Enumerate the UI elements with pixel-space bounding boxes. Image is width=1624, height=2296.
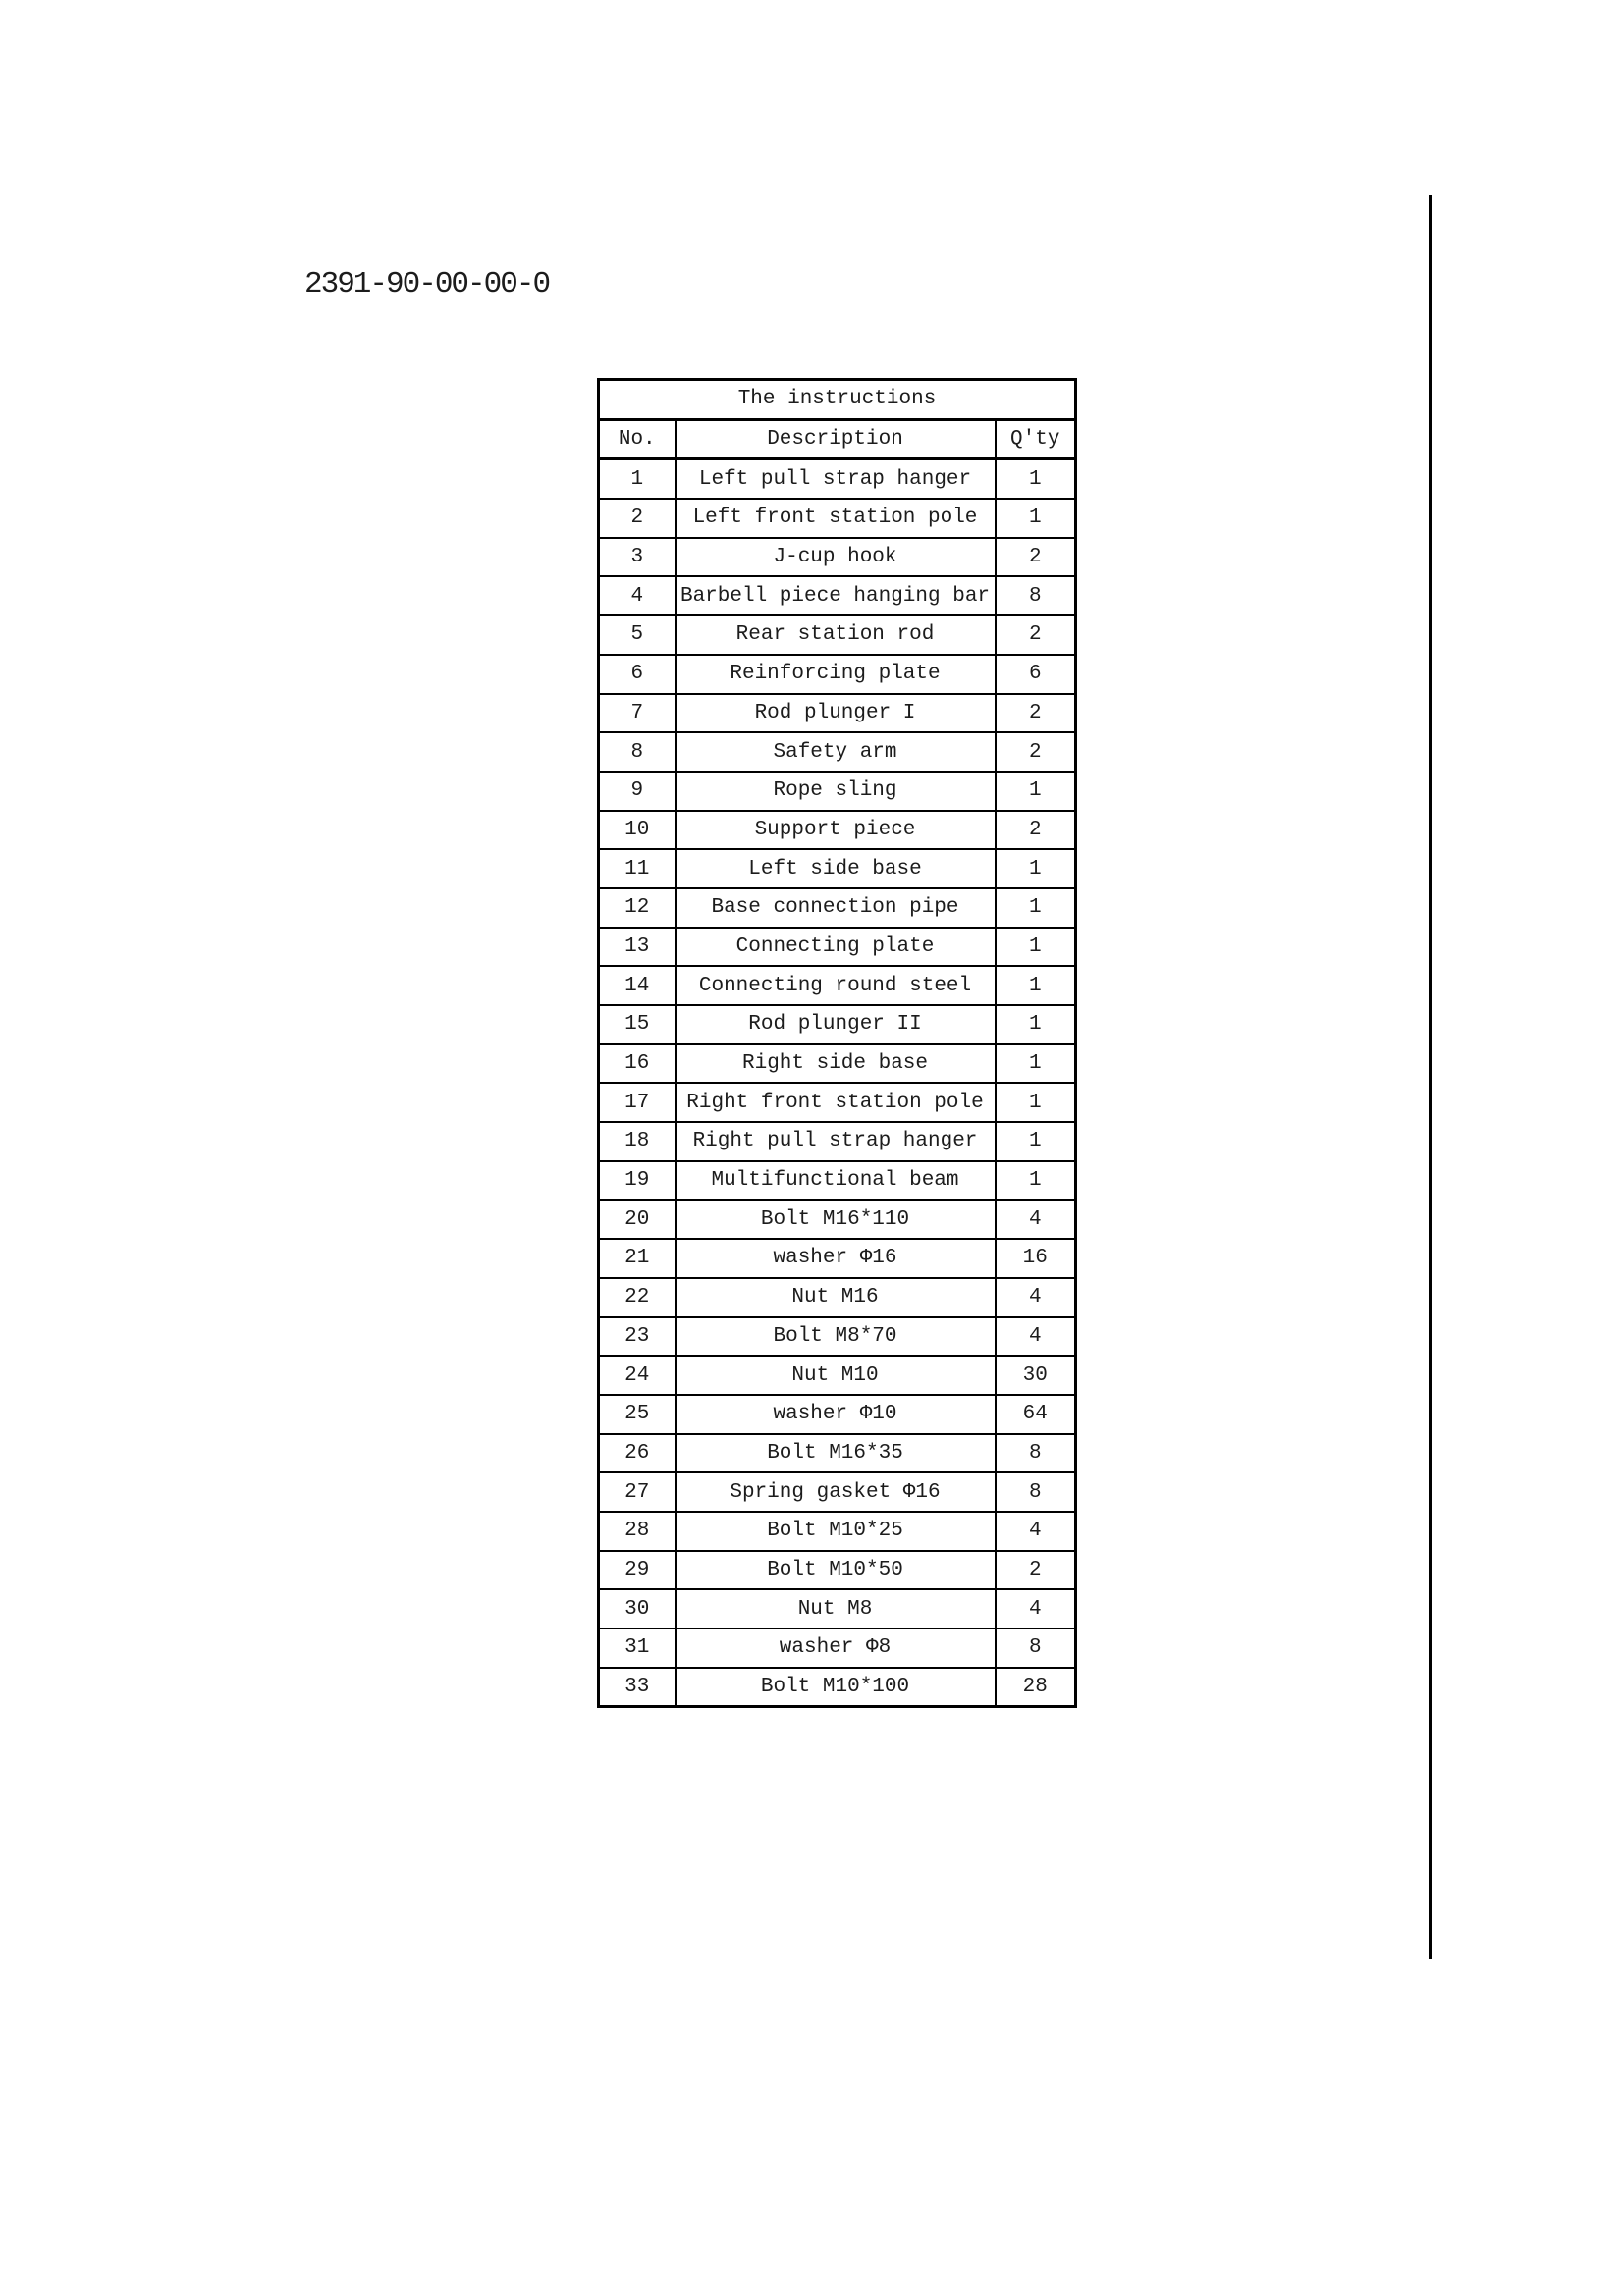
table-row [599, 732, 1076, 772]
table-row [599, 811, 1076, 850]
cell-description: Connecting round steel [676, 966, 996, 1005]
cell-description: Safety arm [676, 732, 996, 772]
cell-description: Rod plunger II [676, 1005, 996, 1044]
table-row [599, 1122, 1076, 1161]
cell-qty: 8 [996, 1472, 1076, 1512]
cell-no: 28 [599, 1512, 676, 1551]
cell-no: 21 [599, 1239, 676, 1278]
table-row [599, 538, 1076, 577]
cell-qty: 4 [996, 1278, 1076, 1317]
cell-qty: 1 [996, 1083, 1076, 1122]
table-row [599, 1161, 1076, 1201]
cell-description: J-cup hook [676, 538, 996, 577]
cell-no: 20 [599, 1200, 676, 1239]
table-row [599, 966, 1076, 1005]
cell-description: washer Φ16 [676, 1239, 996, 1278]
cell-no: 16 [599, 1044, 676, 1084]
cell-no: 5 [599, 615, 676, 655]
table-row [599, 1434, 1076, 1473]
cell-description: Nut M16 [676, 1278, 996, 1317]
table-row [599, 1668, 1076, 1707]
cell-no: 14 [599, 966, 676, 1005]
cell-qty: 2 [996, 615, 1076, 655]
cell-description: Nut M10 [676, 1356, 996, 1395]
cell-no: 19 [599, 1161, 676, 1201]
cell-description: washer Φ10 [676, 1395, 996, 1434]
table-row [599, 1395, 1076, 1434]
cell-description: Reinforcing plate [676, 655, 996, 694]
document-number: 2391-90-00-00-0 [304, 267, 550, 301]
cell-qty: 64 [996, 1395, 1076, 1434]
cell-description: Right front station pole [676, 1083, 996, 1122]
cell-description: Bolt M10*100 [676, 1668, 996, 1707]
column-header-description: Description [676, 419, 996, 459]
cell-description: Connecting plate [676, 928, 996, 967]
table-row [599, 1589, 1076, 1629]
parts-table [597, 378, 1077, 1708]
cell-qty: 1 [996, 928, 1076, 967]
cell-no: 9 [599, 772, 676, 811]
table-row [599, 1512, 1076, 1551]
cell-description: Left pull strap hanger [676, 459, 996, 499]
cell-qty: 8 [996, 576, 1076, 615]
cell-description: Base connection pipe [676, 888, 996, 928]
table-row [599, 1472, 1076, 1512]
table-row [599, 1200, 1076, 1239]
table-row [599, 772, 1076, 811]
cell-qty: 2 [996, 694, 1076, 733]
cell-qty: 1 [996, 888, 1076, 928]
cell-no: 8 [599, 732, 676, 772]
cell-no: 31 [599, 1629, 676, 1668]
cell-qty: 1 [996, 499, 1076, 538]
cell-qty: 1 [996, 849, 1076, 888]
cell-description: Rod plunger I [676, 694, 996, 733]
cell-no: 10 [599, 811, 676, 850]
cell-description: Bolt M10*50 [676, 1551, 996, 1590]
cell-description: Bolt M10*25 [676, 1512, 996, 1551]
cell-qty: 1 [996, 1161, 1076, 1201]
table-title-row [599, 380, 1076, 420]
cell-qty: 1 [996, 1044, 1076, 1084]
cell-description: Right pull strap hanger [676, 1122, 996, 1161]
cell-no: 24 [599, 1356, 676, 1395]
cell-qty: 1 [996, 459, 1076, 499]
cell-description: Bolt M8*70 [676, 1317, 996, 1357]
cell-description: Left side base [676, 849, 996, 888]
cell-qty: 1 [996, 1122, 1076, 1161]
table-row [599, 655, 1076, 694]
cell-description: Spring gasket Φ16 [676, 1472, 996, 1512]
cell-no: 7 [599, 694, 676, 733]
parts-table-body [599, 459, 1076, 1707]
cell-qty: 2 [996, 811, 1076, 850]
cell-no: 29 [599, 1551, 676, 1590]
cell-qty: 1 [996, 1005, 1076, 1044]
cell-description: Right side base [676, 1044, 996, 1084]
cell-no: 23 [599, 1317, 676, 1357]
cell-no: 6 [599, 655, 676, 694]
cell-qty: 1 [996, 966, 1076, 1005]
table-row [599, 1356, 1076, 1395]
cell-qty: 16 [996, 1239, 1076, 1278]
cell-description: Barbell piece hanging bar [676, 576, 996, 615]
table-row [599, 694, 1076, 733]
cell-description: Rear station rod [676, 615, 996, 655]
cell-no: 27 [599, 1472, 676, 1512]
table-row [599, 1005, 1076, 1044]
table-title: The instructions [599, 380, 1076, 420]
cell-no: 30 [599, 1589, 676, 1629]
table-header-row [599, 419, 1076, 459]
cell-no: 15 [599, 1005, 676, 1044]
cell-no: 11 [599, 849, 676, 888]
column-header-no: No. [599, 419, 676, 459]
cell-qty: 4 [996, 1589, 1076, 1629]
cell-qty: 8 [996, 1629, 1076, 1668]
table-row [599, 1044, 1076, 1084]
table-row [599, 615, 1076, 655]
table-row [599, 1083, 1076, 1122]
table-row [599, 1317, 1076, 1357]
cell-no: 3 [599, 538, 676, 577]
cell-qty: 6 [996, 655, 1076, 694]
cell-qty: 8 [996, 1434, 1076, 1473]
cell-description: Nut M8 [676, 1589, 996, 1629]
cell-qty: 30 [996, 1356, 1076, 1395]
table-row [599, 1239, 1076, 1278]
table-row [599, 1551, 1076, 1590]
cell-qty: 4 [996, 1200, 1076, 1239]
table-row [599, 459, 1076, 499]
cell-qty: 1 [996, 772, 1076, 811]
cell-no: 13 [599, 928, 676, 967]
vertical-rule [1429, 195, 1432, 1959]
cell-no: 25 [599, 1395, 676, 1434]
cell-description: Multifunctional beam [676, 1161, 996, 1201]
cell-no: 22 [599, 1278, 676, 1317]
cell-qty: 28 [996, 1668, 1076, 1707]
cell-qty: 2 [996, 1551, 1076, 1590]
table-row [599, 1278, 1076, 1317]
cell-no: 2 [599, 499, 676, 538]
cell-description: Support piece [676, 811, 996, 850]
column-header-qty: Q'ty [996, 419, 1076, 459]
cell-no: 18 [599, 1122, 676, 1161]
cell-qty: 4 [996, 1512, 1076, 1551]
table-row [599, 499, 1076, 538]
cell-qty: 4 [996, 1317, 1076, 1357]
cell-description: Rope sling [676, 772, 996, 811]
table-row [599, 576, 1076, 615]
table-row [599, 888, 1076, 928]
table-row [599, 849, 1076, 888]
cell-no: 33 [599, 1668, 676, 1707]
cell-no: 17 [599, 1083, 676, 1122]
table-row [599, 1629, 1076, 1668]
cell-description: Bolt M16*35 [676, 1434, 996, 1473]
cell-no: 12 [599, 888, 676, 928]
table-row [599, 928, 1076, 967]
cell-qty: 2 [996, 732, 1076, 772]
cell-no: 1 [599, 459, 676, 499]
cell-description: washer Φ8 [676, 1629, 996, 1668]
cell-no: 26 [599, 1434, 676, 1473]
cell-description: Left front station pole [676, 499, 996, 538]
cell-no: 4 [599, 576, 676, 615]
cell-description: Bolt M16*110 [676, 1200, 996, 1239]
cell-qty: 2 [996, 538, 1076, 577]
